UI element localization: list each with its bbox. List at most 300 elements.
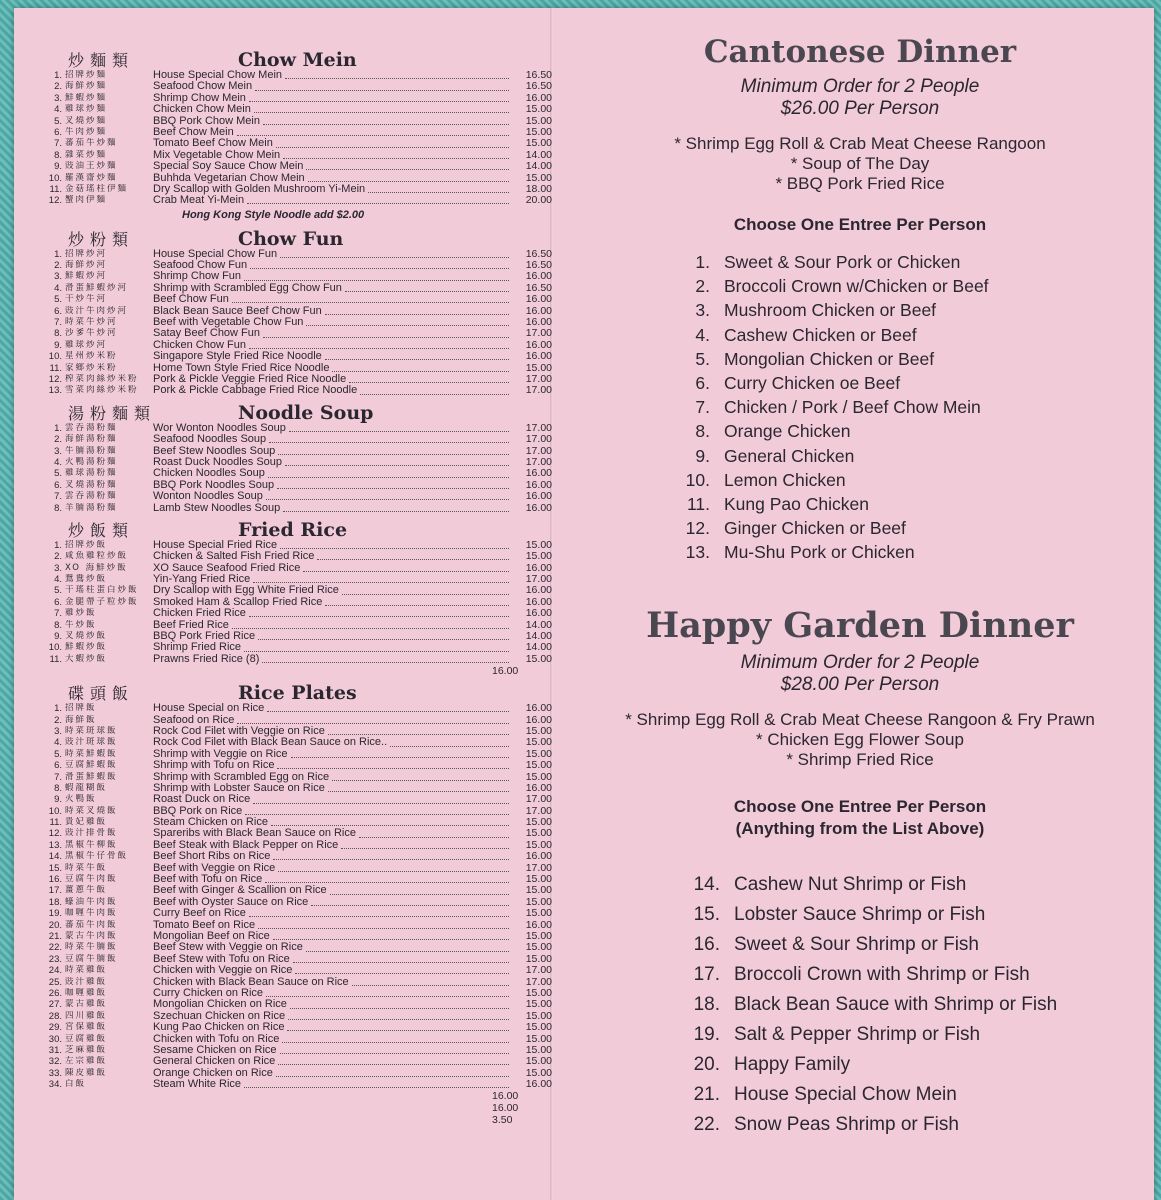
item-price: 16.00 <box>525 713 552 726</box>
item-price: 16.50 <box>525 259 552 272</box>
entree-item <box>570 323 1150 347</box>
leader-dots <box>295 967 509 974</box>
item-chinese-name: 豉汁斑球飯 <box>65 737 118 748</box>
happy-garden-dinner <box>570 605 1150 1140</box>
leader-dots <box>280 1047 509 1054</box>
item-price: 16.50 <box>525 247 552 260</box>
leader-dots <box>262 656 509 663</box>
cantonese-entree-list <box>570 250 1150 565</box>
entree-name: Chicken / Pork / Beef Chow Mein <box>724 397 981 418</box>
item-number: 30. <box>48 1033 62 1045</box>
section-header <box>32 401 552 423</box>
entree-number: 18. <box>693 993 720 1015</box>
item-name: Steam Chicken on Rice <box>153 816 268 829</box>
leader-dots <box>276 1070 509 1077</box>
menu-item <box>32 351 552 362</box>
item-name: XO Sauce Seafood Fried Rice <box>153 561 301 574</box>
item-number: 5. <box>54 748 62 760</box>
leader-dots <box>277 762 509 769</box>
entree-item <box>570 1080 1150 1110</box>
menu-item <box>32 783 552 794</box>
leader-dots <box>273 933 509 940</box>
item-chinese-name: 雞球湯粉麵 <box>65 468 118 479</box>
leader-dots <box>306 945 509 952</box>
item-price: 15.00 <box>525 907 552 920</box>
item-number: 7. <box>54 491 62 503</box>
item-chinese-name: 豆腐牛肉飯 <box>65 874 118 885</box>
item-name: Chicken with Black Bean Sauce on Rice <box>153 975 349 988</box>
item-price: 17.00 <box>525 444 552 457</box>
leader-dots <box>332 774 509 781</box>
entree-name: Kung Pao Chicken <box>724 494 869 515</box>
leader-dots <box>308 175 509 182</box>
item-price: 15.00 <box>525 873 552 886</box>
item-number: 7. <box>54 771 62 783</box>
menu-item <box>32 608 552 619</box>
leader-dots <box>244 645 509 652</box>
leader-dots <box>249 910 509 917</box>
entree-name: House Special Chow Mein <box>734 1083 957 1105</box>
item-number: 7. <box>54 317 62 329</box>
item-number: 4. <box>54 737 62 749</box>
item-name: Dry Scallop with Egg White Fried Rice <box>153 584 339 597</box>
entree-number: 1. <box>695 252 710 272</box>
item-number: 14. <box>48 851 62 863</box>
item-price: 15.00 <box>525 652 552 665</box>
leader-dots <box>342 588 509 595</box>
happy-minimum: Minimum Order for 2 People <box>740 651 980 673</box>
menu-item <box>32 434 552 445</box>
item-price: 15.00 <box>525 816 552 829</box>
item-chinese-name: 咖喱雞飯 <box>65 987 108 998</box>
leader-dots <box>278 865 509 872</box>
item-number: 1. <box>54 539 62 551</box>
item-name: Shrimp Fried Rice <box>153 641 242 654</box>
cantonese-title: Cantonese Dinner <box>703 34 1017 70</box>
menu-item <box>32 184 552 195</box>
leader-dots <box>273 853 509 860</box>
menu-item <box>32 920 552 931</box>
menu-item <box>32 104 552 115</box>
entree-name: Lobster Sauce Shrimp or Fish <box>734 903 986 925</box>
item-name: Dry Scallop with Golden Mushroom Yi-Mein <box>153 182 366 195</box>
menu-item <box>32 806 552 817</box>
menu-item <box>32 468 552 479</box>
cantonese-choose: Choose One Entree Per Person <box>733 215 987 234</box>
item-chinese-name: 叉燒炒飯 <box>65 631 108 642</box>
item-number: 2. <box>54 714 62 726</box>
item-chinese-name: 四川雞飯 <box>65 1010 108 1021</box>
item-name: Buhhda Vegetarian Chow Mein <box>153 171 305 184</box>
section-chinese-title: 湯粉麵類 <box>68 403 157 423</box>
entree-number: 5. <box>695 348 710 369</box>
item-chinese-name: 雜菜炒麵 <box>65 149 108 160</box>
item-name: Beef with Tofu on Rice <box>153 873 263 886</box>
leader-dots <box>245 808 509 815</box>
menu-section <box>32 401 552 514</box>
item-price: 17.00 <box>525 372 552 385</box>
item-number: 9. <box>54 161 62 173</box>
item-number: 17. <box>48 885 62 897</box>
item-price: 16.00 <box>525 478 552 491</box>
item-chinese-name: 黑椒牛仔骨飯 <box>65 851 129 862</box>
item-chinese-name: 金菇瑤柱伊麵 <box>65 183 129 194</box>
leader-dots <box>244 1081 509 1088</box>
item-name: Steam White Rice <box>153 1078 242 1091</box>
cantonese-minimum: Minimum Order for 2 People <box>740 76 980 97</box>
extra-price: 3.50 <box>492 1114 513 1127</box>
item-name: Beef with Vegetable Chow Fun <box>153 316 304 329</box>
leader-dots <box>249 342 509 349</box>
leader-dots <box>250 262 509 269</box>
item-number: 2. <box>54 260 62 272</box>
menu-item <box>32 283 552 294</box>
entree-number: 20. <box>693 1053 720 1075</box>
menu-item <box>32 127 552 138</box>
leader-dots <box>263 331 509 338</box>
menu-item <box>32 977 552 988</box>
item-price: 17.00 <box>525 455 552 468</box>
item-chinese-name: 雪菜肉絲炒米粉 <box>65 385 139 396</box>
item-name: Pork & Pickle Cabbage Fried Rice Noodle <box>153 384 358 397</box>
item-number: 8. <box>54 782 62 794</box>
item-name: Pork & Pickle Veggie Fried Rice Noodle <box>153 372 347 385</box>
menu-section <box>32 681 552 1126</box>
item-price: 15.00 <box>525 137 552 150</box>
item-price: 15.00 <box>525 952 552 965</box>
item-number: 8. <box>54 328 62 340</box>
item-chinese-name: 豉汁排骨飯 <box>65 828 118 839</box>
item-number: 32. <box>48 1056 62 1068</box>
item-number: 19. <box>48 908 62 920</box>
item-number: 33. <box>48 1067 62 1079</box>
item-price: 16.50 <box>525 281 552 294</box>
menu-section <box>32 227 552 397</box>
item-chinese-name: 蟹肉伊麵 <box>65 195 108 206</box>
item-chinese-name: 金腿帶子粒炒飯 <box>65 596 139 607</box>
item-price: 16.00 <box>525 338 552 351</box>
item-chinese-name: 時菜牛飯 <box>65 862 108 873</box>
item-chinese-name: 鴛鴦炒飯 <box>65 574 108 585</box>
item-chinese-name: 豆腐牛腩飯 <box>65 953 118 964</box>
set-dinner-column <box>570 26 1150 1140</box>
item-number: 29. <box>48 1022 62 1034</box>
item-name: Beef with Veggie on Rice <box>153 861 276 874</box>
item-number: 6. <box>54 305 62 317</box>
item-chinese-name: 干瑤柱蛋白炒飯 <box>65 585 139 596</box>
entree-item <box>570 540 1150 564</box>
leader-dots <box>278 1058 509 1065</box>
item-number: 4. <box>54 282 62 294</box>
leader-dots <box>359 831 509 838</box>
menu-item <box>32 317 552 328</box>
menu-item <box>32 551 552 562</box>
item-name: Wor Wonton Noodles Soup <box>153 421 286 434</box>
entree-number: 7. <box>695 397 710 418</box>
item-number: 10. <box>48 351 62 363</box>
leader-dots <box>249 95 509 102</box>
leader-dots <box>306 163 509 170</box>
item-price: 17.00 <box>525 793 552 806</box>
entree-item <box>570 298 1150 322</box>
item-number: 4. <box>54 456 62 468</box>
item-chinese-name: 時菜牛腩飯 <box>65 942 118 953</box>
item-number: 1. <box>54 248 62 260</box>
item-name: Sesame Chicken on Rice <box>153 1043 277 1056</box>
item-name: Prawns Fried Rice (8) <box>153 652 260 665</box>
entree-name: Mongolian Chicken or Beef <box>724 348 935 369</box>
item-chinese-name: 雲吞湯粉麵 <box>65 491 118 502</box>
item-name: Chicken Chow Fun <box>153 338 246 351</box>
item-name: Chicken Chow Mein <box>153 103 251 116</box>
starter-item: * Shrimp Egg Roll & Crab Meat Cheese Rangoon & Fry Prawn <box>625 709 1095 729</box>
entree-item <box>570 250 1150 274</box>
item-number: 11. <box>49 653 62 665</box>
leader-dots <box>288 1013 509 1020</box>
entree-name: Happy Family <box>734 1053 851 1075</box>
leader-dots <box>232 622 509 629</box>
item-name: Crab Meat Yi-Mein <box>153 194 245 207</box>
item-name: Home Town Style Fried Rice Noodle <box>153 361 330 374</box>
item-price: 17.00 <box>525 861 552 874</box>
item-price: 18.00 <box>525 182 552 195</box>
leader-dots <box>283 152 509 159</box>
item-chinese-name: 海鮮炒麵 <box>65 81 108 92</box>
item-number: 9. <box>54 631 62 643</box>
item-price: 15.00 <box>525 1009 552 1022</box>
menu-item <box>32 942 552 953</box>
menu-item <box>32 794 552 805</box>
item-name: Roast Duck on Rice <box>153 793 251 806</box>
item-number: 7. <box>54 138 62 150</box>
item-number: 22. <box>48 942 62 954</box>
leader-dots <box>293 956 509 963</box>
item-number: 4. <box>54 104 62 116</box>
menu-item <box>32 294 552 305</box>
item-name: Beef with Oyster Sauce on Rice <box>153 895 309 908</box>
item-chinese-name: 黑椒牛柳飯 <box>65 839 118 850</box>
happy-price: $28.00 Per Person <box>780 673 940 695</box>
item-name: Shrimp Chow Mein <box>153 91 246 104</box>
happy-title: Happy Garden Dinner <box>646 604 1074 646</box>
entree-item <box>570 960 1150 990</box>
item-price: 15.00 <box>525 895 552 908</box>
item-number: 8. <box>54 619 62 631</box>
item-number: 13. <box>48 839 62 851</box>
menu-item <box>32 1045 552 1056</box>
menu-item <box>32 1011 552 1022</box>
item-chinese-name: 火鴨湯粉麵 <box>65 456 118 467</box>
entree-number: 3. <box>695 300 710 321</box>
item-number: 6. <box>54 479 62 491</box>
leader-dots <box>349 376 509 383</box>
item-chinese-name: 雞球炒河 <box>65 339 108 350</box>
menu-item <box>32 260 552 271</box>
entree-number: 16. <box>693 933 720 955</box>
item-price: 16.00 <box>525 1078 552 1091</box>
leader-dots <box>325 308 509 315</box>
entree-name: Orange Chicken <box>724 421 851 442</box>
cantonese-dinner <box>570 34 1150 565</box>
item-name: Beef Steak with Black Pepper on Rice <box>153 838 339 851</box>
entree-name: Sweet & Sour Shrimp or Fish <box>734 933 979 955</box>
item-chinese-name: XO 海鮮炒飯 <box>65 562 128 573</box>
item-price: 17.00 <box>525 327 552 340</box>
leader-dots <box>280 542 509 549</box>
entree-number: 4. <box>695 324 710 345</box>
item-name: Beef Fried Rice <box>153 618 229 631</box>
item-name: Seafood Chow Fun <box>153 259 248 272</box>
item-name: Special Soy Sauce Chow Mein <box>153 160 304 173</box>
menu-item <box>32 81 552 92</box>
leader-dots <box>332 365 509 372</box>
item-number: 10. <box>48 172 62 184</box>
item-chinese-name: 牛腩湯粉麵 <box>65 445 118 456</box>
menu-item <box>32 840 552 851</box>
item-chinese-name: 星州炒米粉 <box>65 351 118 362</box>
item-number: 26. <box>48 987 62 999</box>
item-price: 16.00 <box>525 702 552 715</box>
item-chinese-name: 沙爹牛炒河 <box>65 328 118 339</box>
item-number: 5. <box>54 468 62 480</box>
entree-name: Snow Peas Shrimp or Fish <box>734 1113 959 1135</box>
item-number: 3. <box>54 92 62 104</box>
item-price: 16.00 <box>525 316 552 329</box>
entree-item <box>570 468 1150 492</box>
item-price: 14.00 <box>525 160 552 173</box>
entree-item <box>570 870 1150 900</box>
item-name: Mongolian Chicken on Rice <box>153 998 287 1011</box>
item-name: House Special Fried Rice <box>153 538 278 551</box>
item-number: 10. <box>48 805 62 817</box>
item-number: 3. <box>54 271 62 283</box>
item-name: Beef Chow Fun <box>153 293 229 306</box>
leader-dots <box>280 251 509 258</box>
entree-name: General Chicken <box>724 445 855 466</box>
item-chinese-name: 海鮮湯粉麵 <box>65 434 118 445</box>
menu-item <box>32 457 552 468</box>
item-number: 23. <box>48 953 62 965</box>
item-name: Shrimp with Scrambled Egg Chow Fun <box>153 281 342 294</box>
item-price: 17.00 <box>525 384 552 397</box>
entree-name: Black Bean Sauce with Shrimp or Fish <box>734 993 1058 1015</box>
item-name: Shrimp with Scrambled Egg on Rice <box>153 770 330 783</box>
menu-item <box>32 1056 552 1067</box>
item-number: 21. <box>48 931 62 942</box>
item-price: 15.00 <box>525 1032 552 1045</box>
item-chinese-name: 雞炒飯 <box>65 608 97 619</box>
item-chinese-name: 雞球炒麵 <box>65 104 108 115</box>
item-number: 3. <box>54 725 62 737</box>
item-name: Beef with Ginger & Scallion on Rice <box>153 884 327 897</box>
item-chinese-name: 滑蛋鮮蝦炒河 <box>65 282 129 293</box>
item-name: Curry Beef on Rice <box>153 907 246 920</box>
item-chinese-name: 咖喱牛肉飯 <box>65 908 118 919</box>
leader-dots <box>287 1024 509 1031</box>
item-price: 17.00 <box>525 975 552 988</box>
item-name: Wonton Noodles Soup <box>153 490 263 503</box>
menu-item <box>32 385 552 396</box>
item-number: 3. <box>54 562 62 574</box>
item-number: 1. <box>54 422 62 434</box>
entree-item <box>570 371 1150 395</box>
item-price: 15.00 <box>525 538 552 551</box>
section-header <box>32 681 552 703</box>
item-number: 2. <box>54 551 62 563</box>
menu-item <box>32 642 552 653</box>
item-chinese-name: 陳皮雞飯 <box>65 1067 108 1078</box>
item-chinese-name: 豆腐鮮蝦飯 <box>65 760 118 771</box>
section-header <box>32 48 552 70</box>
menu-item <box>32 737 552 748</box>
leader-dots <box>266 990 509 997</box>
menu-item <box>32 70 552 81</box>
menu-section <box>32 518 552 677</box>
leader-dots <box>289 425 509 432</box>
entree-number: 14. <box>693 873 720 895</box>
section-note: Hong Kong Style Noodle add $2.00 <box>182 208 365 221</box>
item-price: 16.00 <box>525 501 552 514</box>
entree-number: 19. <box>693 1023 720 1045</box>
item-name: BBQ Pork Fried Rice <box>153 630 256 643</box>
item-number: 20. <box>48 919 62 931</box>
entree-number: 10. <box>685 469 710 490</box>
item-number: 12. <box>48 828 62 840</box>
item-price: 16.50 <box>525 80 552 93</box>
item-chinese-name: 鮮蝦炒麵 <box>65 92 108 103</box>
leader-dots <box>303 565 509 572</box>
item-name: Mix Vegetable Chow Mein <box>153 148 281 161</box>
menu-item <box>32 760 552 771</box>
item-price: 15.00 <box>525 827 552 840</box>
item-number: 13. <box>48 385 62 397</box>
starter-item: * Shrimp Egg Roll & Crab Meat Cheese Rangoon <box>674 134 1046 153</box>
item-price: 16.50 <box>525 69 552 81</box>
item-number: 18. <box>48 896 62 908</box>
starter-item: * Soup of The Day <box>790 154 930 173</box>
section-title: Noodle Soup <box>238 401 374 424</box>
item-chinese-name: 蒙古雞飯 <box>65 999 108 1010</box>
entree-number: 2. <box>695 276 710 297</box>
item-chinese-name: 招牌炒河 <box>65 248 108 259</box>
item-price: 15.00 <box>525 838 552 851</box>
item-price: 15.00 <box>525 884 552 897</box>
entree-name: Cashew Nut Shrimp or Fish <box>734 873 967 895</box>
menu-item <box>32 1022 552 1033</box>
item-number: 11. <box>49 183 62 195</box>
item-number: 16. <box>48 874 62 886</box>
entree-name: Ginger Chicken or Beef <box>724 518 906 539</box>
item-name: Chicken with Tofu on Rice <box>153 1032 280 1045</box>
item-name: Shrimp with Veggie on Rice <box>153 747 288 760</box>
menu-item <box>32 954 552 965</box>
item-name: Chicken with Veggie on Rice <box>153 964 293 977</box>
entree-item <box>570 347 1150 371</box>
entree-number: 22. <box>693 1113 720 1135</box>
extra-price: 16.00 <box>492 1090 519 1103</box>
item-number: 31. <box>48 1044 62 1056</box>
item-price: 15.00 <box>525 998 552 1011</box>
item-name: Shrimp with Lobster Sauce on Rice <box>153 781 325 794</box>
leader-dots <box>255 84 509 91</box>
leader-dots <box>277 482 509 489</box>
entree-number: 9. <box>695 445 710 466</box>
item-number: 9. <box>54 794 62 806</box>
leader-dots <box>278 448 509 455</box>
leader-dots <box>341 842 509 849</box>
item-chinese-name: 時菜鮮蝦飯 <box>65 748 118 759</box>
item-number: 8. <box>54 149 62 161</box>
